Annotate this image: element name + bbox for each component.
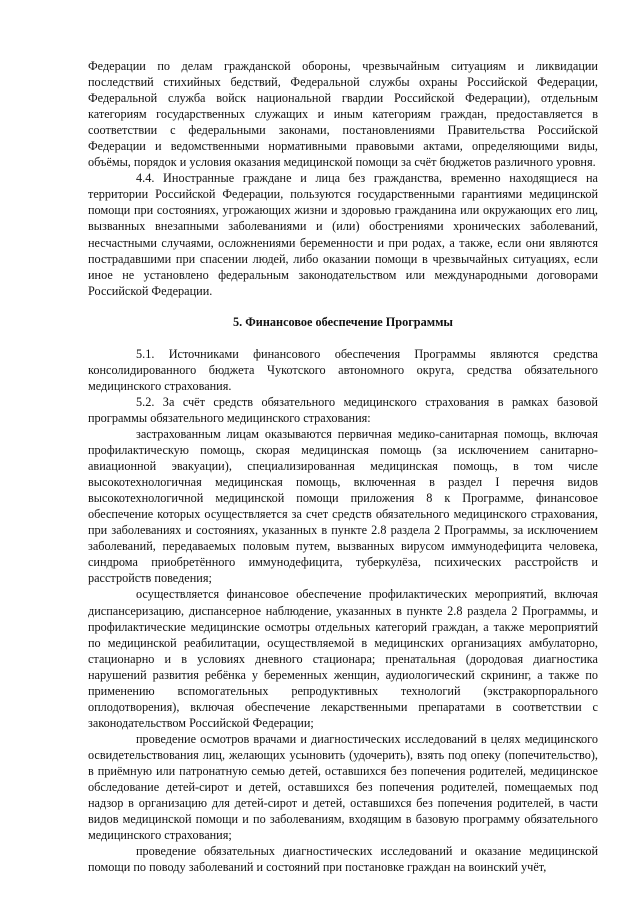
paragraph-preventive-funding: осуществляется финансовое обеспечение профилактических мероприятий, включая диспансеризацию, диспансерное наблюдение, указанных в пункте 2.8 раздела 2 Программы, и профилактические медицинские осмотры отдельных категорий граждан, а также мероприятий по медицинской реабилитации, осуществляемой в медицинских организациях амбулаторно, стационарно и в условиях дневного стационара; пренатальная (дородовая диагностика нарушений развития ребёнка у беременных женщин, аудиологический скрининг, а также по применению вспомогательных репродуктивных технологий (экстракорпорального оплодотворения), включая обеспечение лекарственными препаратами в соответствии с законодательством Российской Федерации; [88, 587, 598, 730]
paragraph-5-1: 5.1. Источниками финансового обеспечения Программы являются средства консолидированного бюджета Чукотского автономного округа, средства обязательного медицинского страхования. [88, 346, 598, 393]
paragraph-5-2: 5.2. За счёт средств обязательного медицинского страхования в рамках базовой программы обязательного медицинского страхования: [88, 394, 598, 425]
paragraph-4-4: 4.4. Иностранные граждане и лица без гражданства, временно находящиеся на территории Российской Федерации, пользуются государственными гарантиями медицинской помощи при состояниях, угрожающих жизни и здоровью гражданина или окружающих его лиц, вызванных внезапными заболеваниями и (или) обострениями хронических заболеваний, несчастными случаями, осложнениями беременности и при родах, а также, если они являются пострадавшими при спасении людей, либо оказании помощи в чрезвычайных ситуациях, если иное не установлено федеральным законодательством или международными договорами Российской Федерации. [88, 171, 598, 298]
paragraph-examinations: проведение осмотров врачами и диагностических исследований в целях медицинского освидетельствования лиц, желающих усыновить (удочерить), взять под опеку (попечительство), в приёмную или патронатную семью детей, оставшихся без попечения родителей, медицинское обследование детей-сирот и детей, оставшихся без попечения родителей, помещаемых под надзор в организацию для детей-сирот и детей, оставшихся без попечения родителей, в части видов медицинской помощи и по заболеваниям, входящим в базовую программу обязательного медицинского страхования; [88, 731, 598, 843]
section-heading: 5. Финансовое обеспечение Программы [233, 314, 453, 329]
paragraph-continuation: Федерации по делам гражданской обороны, чрезвычайным ситуациям и ликвидации последствий стихийных бедствий, Федеральной службы охраны Российской Федерации, Федеральной служба войск национальной гвардии Российской Федерации), отдельным категориям государственных служащих и иным категориям граждан, предоставляется в соответствии с федеральными законами, постановлениями Правительства Российской Федерации и ведомственными нормативными правовыми актами, определяющими виды, объёмы, порядок и условия оказания медицинской помощи за счёт бюджетов различного уровня. [88, 59, 598, 170]
paragraph-military-registration: проведение обязательных диагностических исследований и оказание медицинской помощи по поводу заболеваний и состояний при постановке граждан на воинский учёт, [88, 844, 598, 875]
paragraph-insured-care: застрахованным лицам оказываются первичная медико-санитарная помощь, включая профилактическую помощь, скорая медицинская помощь (за исключением санитарно-авиационной эвакуации), специализированная медицинская помощь, в том числе высокотехнологичная медицинская помощь, включенная в раздел I перечня видов высокотехнологичной медицинской помощи приложения 8 к Программе, финансовое обеспечение которых осуществляется за счет средств обязательного медицинского страхования, при заболеваниях и состояниях, указанных в пункте 2.8 раздела 2 Программы, за исключением заболеваний, передаваемых половым путем, вызванных вирусом иммунодефицита человека, синдрома приобретённого иммунодефицита, туберкулёза, психических расстройств и расстройств поведения; [88, 426, 598, 586]
document-page [88, 58, 598, 875]
